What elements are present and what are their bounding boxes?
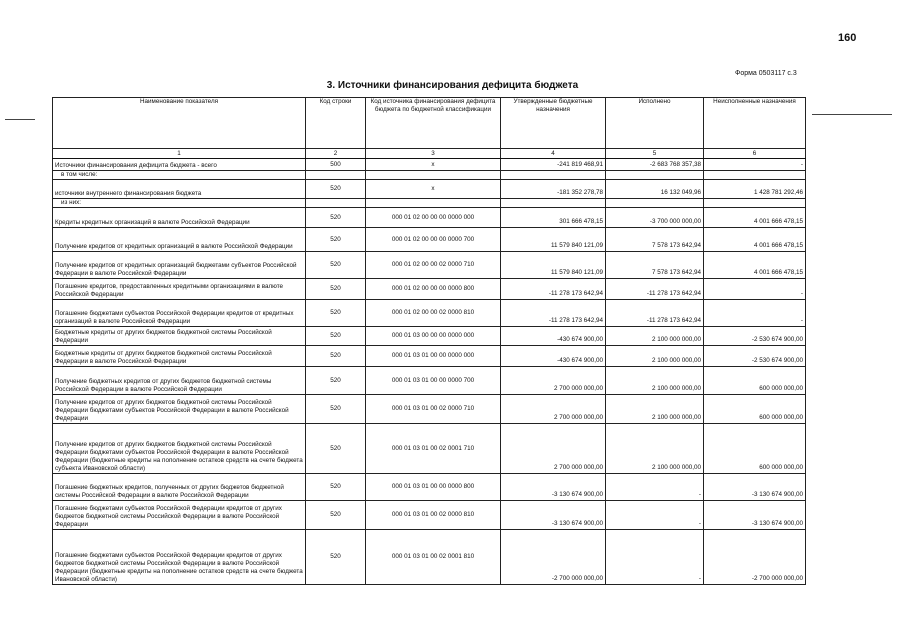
cell-executed: 7 578 173 642,94 <box>606 252 704 279</box>
scan-mark-left <box>5 119 35 120</box>
cell-line: 520 <box>306 346 366 367</box>
cell-name: Источники финансирования дефицита бюджета - всего <box>53 159 306 171</box>
table-row <box>53 395 806 424</box>
cell-executed: - <box>606 474 704 501</box>
cell-approved: -3 130 674 900,00 <box>501 501 606 530</box>
cell-approved: -2 700 000 000,00 <box>501 530 606 585</box>
cell-approved: -241 819 468,91 <box>501 159 606 171</box>
table-row <box>53 208 806 228</box>
cell-approved: -430 674 900,00 <box>501 327 606 346</box>
cell-approved: 11 579 840 121,09 <box>501 228 606 252</box>
cell-unexecuted: - <box>704 279 806 300</box>
cell-executed: 2 100 000 000,00 <box>606 346 704 367</box>
col-header-executed: Исполнено <box>606 98 704 149</box>
cell-line: 520 <box>306 252 366 279</box>
cell-name: Погашение кредитов, предоставленных кредитными организациями в валюте Российской Федерации <box>53 279 306 300</box>
cell-name: источники внутреннего финансирования бюджета <box>53 180 306 199</box>
cell-name: Погашение бюджетами субъектов Российской Федерации кредитов от кредитных организаций в валюте Российской Федерации <box>53 300 306 327</box>
cell-executed: 7 578 173 642,94 <box>606 228 704 252</box>
cell-line: 520 <box>306 208 366 228</box>
cell-name: Бюджетные кредиты от других бюджетов бюджетной системы Российской Федерации в валюте Российской Федерации <box>53 346 306 367</box>
cell-name: Кредиты кредитных организаций в валюте Российской Федерации <box>53 208 306 228</box>
cell-name: Получение кредитов от кредитных организаций бюджетами субъектов Российской Федерации в валюте Российской Федерации <box>53 252 306 279</box>
cell-name: Бюджетные кредиты от других бюджетов бюджетной системы Российской Федерации <box>53 327 306 346</box>
cell-line <box>306 171 366 180</box>
cell-unexecuted: 600 000 000,00 <box>704 424 806 474</box>
cell-unexecuted: - <box>704 159 806 171</box>
cell-approved: -181 352 278,78 <box>501 180 606 199</box>
col-header-line-code: Код строки <box>306 98 366 149</box>
column-number-row <box>53 149 806 159</box>
cell-executed: - <box>606 501 704 530</box>
cell-approved: 11 579 840 121,09 <box>501 252 606 279</box>
cell-executed: -3 700 000 000,00 <box>606 208 704 228</box>
table-row <box>53 228 806 252</box>
cell-code: 000 01 03 01 00 02 0000 710 <box>366 395 501 424</box>
cell-executed: 2 100 000 000,00 <box>606 424 704 474</box>
table-row <box>53 530 806 585</box>
col-num: 2 <box>306 149 366 159</box>
table-row <box>53 300 806 327</box>
cell-line: 520 <box>306 300 366 327</box>
cell-line: 520 <box>306 367 366 395</box>
cell-code: 000 01 03 01 00 00 0000 800 <box>366 474 501 501</box>
cell-name: в том числе: <box>53 171 306 180</box>
cell-approved <box>501 171 606 180</box>
cell-approved <box>501 199 606 208</box>
cell-unexecuted: -2 530 674 900,00 <box>704 346 806 367</box>
table-row <box>53 159 806 171</box>
cell-code: 000 01 02 00 00 00 0000 700 <box>366 228 501 252</box>
table-row <box>53 501 806 530</box>
cell-code: 000 01 03 01 00 02 0001 710 <box>366 424 501 474</box>
cell-unexecuted: 4 001 666 478,15 <box>704 208 806 228</box>
cell-executed: -2 683 768 357,38 <box>606 159 704 171</box>
cell-unexecuted: -3 130 674 900,00 <box>704 501 806 530</box>
cell-code: 000 01 03 00 00 00 0000 000 <box>366 327 501 346</box>
cell-code: 000 01 03 01 00 02 0001 810 <box>366 530 501 585</box>
cell-line: 520 <box>306 327 366 346</box>
col-num: 1 <box>53 149 306 159</box>
cell-executed: 2 100 000 000,00 <box>606 395 704 424</box>
cell-unexecuted: 4 001 666 478,15 <box>704 252 806 279</box>
cell-approved: 2 700 000 000,00 <box>501 367 606 395</box>
table-row <box>53 367 806 395</box>
cell-code: 000 01 02 00 00 00 0000 000 <box>366 208 501 228</box>
cell-line: 520 <box>306 530 366 585</box>
cell-code: 000 01 02 00 00 00 0000 800 <box>366 279 501 300</box>
cell-name: Получение кредитов от кредитных организаций в валюте Российской Федерации <box>53 228 306 252</box>
cell-approved: 2 700 000 000,00 <box>501 424 606 474</box>
sources-table <box>52 97 806 585</box>
cell-line: 500 <box>306 159 366 171</box>
table-row <box>53 171 806 180</box>
cell-executed: 2 100 000 000,00 <box>606 367 704 395</box>
form-label: Форма 0503117 с.3 <box>735 70 797 77</box>
cell-executed: -11 278 173 642,94 <box>606 300 704 327</box>
col-num: 3 <box>366 149 501 159</box>
cell-line: 520 <box>306 424 366 474</box>
col-header-name: Наименование показателя <box>53 98 306 149</box>
cell-name: из них: <box>53 199 306 208</box>
table-row <box>53 346 806 367</box>
table-row <box>53 252 806 279</box>
cell-unexecuted: -2 530 674 900,00 <box>704 327 806 346</box>
col-header-source-code: Код источника финансирования дефицита бюджета по бюджетной классификации <box>366 98 501 149</box>
cell-executed: - <box>606 530 704 585</box>
cell-line: 520 <box>306 501 366 530</box>
page-number: 160 <box>838 32 857 44</box>
cell-code: 000 01 03 01 00 00 0000 000 <box>366 346 501 367</box>
table-row <box>53 279 806 300</box>
page-title: 3. Источники финансирования дефицита бюджета <box>326 80 579 91</box>
cell-line: 520 <box>306 279 366 300</box>
cell-code: 000 01 03 01 00 02 0000 810 <box>366 501 501 530</box>
col-num: 5 <box>606 149 704 159</box>
cell-code <box>366 199 501 208</box>
cell-executed: 16 132 049,96 <box>606 180 704 199</box>
cell-unexecuted: 1 428 781 292,46 <box>704 180 806 199</box>
cell-unexecuted: 600 000 000,00 <box>704 367 806 395</box>
cell-line <box>306 199 366 208</box>
table-row <box>53 474 806 501</box>
header-row <box>53 98 806 149</box>
cell-name: Получение кредитов от других бюджетов бюджетной системы Российской Федерации бюджетами субъектов Российской Федерации в валюте Российской Федерации (бюджетные кредиты на пополнение остатков средств на счете бюджета субъекта Ивановской области) <box>53 424 306 474</box>
cell-unexecuted: - <box>704 300 806 327</box>
cell-code: 000 01 02 00 00 02 0000 810 <box>366 300 501 327</box>
table-row <box>53 199 806 208</box>
cell-unexecuted: 600 000 000,00 <box>704 395 806 424</box>
cell-approved: -11 278 173 642,94 <box>501 300 606 327</box>
cell-unexecuted: 4 001 666 478,15 <box>704 228 806 252</box>
table-row <box>53 424 806 474</box>
cell-approved: 301 666 478,15 <box>501 208 606 228</box>
cell-approved: 2 700 000 000,00 <box>501 395 606 424</box>
table-row <box>53 180 806 199</box>
table-row <box>53 327 806 346</box>
col-num: 6 <box>704 149 806 159</box>
cell-line: 520 <box>306 474 366 501</box>
cell-name: Получение бюджетных кредитов от других бюджетов бюджетной системы Российской Федерации в валюте Российской Федерации <box>53 367 306 395</box>
cell-code: x <box>366 159 501 171</box>
cell-executed: 2 100 000 000,00 <box>606 327 704 346</box>
cell-name: Погашение бюджетами субъектов Российской Федерации кредитов от других бюджетов бюджетной системы Российской Федерации в валюте Российской Федерации (бюджетные кредиты на пополнение остатков средств на счете бюджета Ивановской области) <box>53 530 306 585</box>
cell-name: Погашение бюджетами субъектов Российской Федерации кредитов от других бюджетов бюджетной системы Российской Федерации в валюте Российской Федерации <box>53 501 306 530</box>
cell-executed <box>606 171 704 180</box>
cell-unexecuted <box>704 171 806 180</box>
cell-executed <box>606 199 704 208</box>
cell-name: Погашение бюджетных кредитов, полученных от других бюджетов бюджетной системы Российской Федерации в валюте Российской Федерации <box>53 474 306 501</box>
cell-code: x <box>366 180 501 199</box>
cell-executed: -11 278 173 642,94 <box>606 279 704 300</box>
cell-line: 520 <box>306 395 366 424</box>
cell-unexecuted: -3 130 674 900,00 <box>704 474 806 501</box>
cell-code: 000 01 03 01 00 00 0000 700 <box>366 367 501 395</box>
cell-unexecuted: -2 700 000 000,00 <box>704 530 806 585</box>
cell-line: 520 <box>306 180 366 199</box>
cell-code: 000 01 02 00 00 02 0000 710 <box>366 252 501 279</box>
cell-name: Получение кредитов от других бюджетов бюджетной системы Российской Федерации бюджетами субъектов Российской Федерации в валюте Российской Федерации <box>53 395 306 424</box>
col-header-approved: Утвержденные бюджетные назначения <box>501 98 606 149</box>
cell-unexecuted <box>704 199 806 208</box>
col-num: 4 <box>501 149 606 159</box>
cell-approved: -430 674 900,00 <box>501 346 606 367</box>
cell-code <box>366 171 501 180</box>
col-header-unexecuted: Неисполненные назначения <box>704 98 806 149</box>
cell-approved: -11 278 173 642,94 <box>501 279 606 300</box>
scan-mark-right <box>812 114 892 115</box>
cell-line: 520 <box>306 228 366 252</box>
cell-approved: -3 130 674 900,00 <box>501 474 606 501</box>
